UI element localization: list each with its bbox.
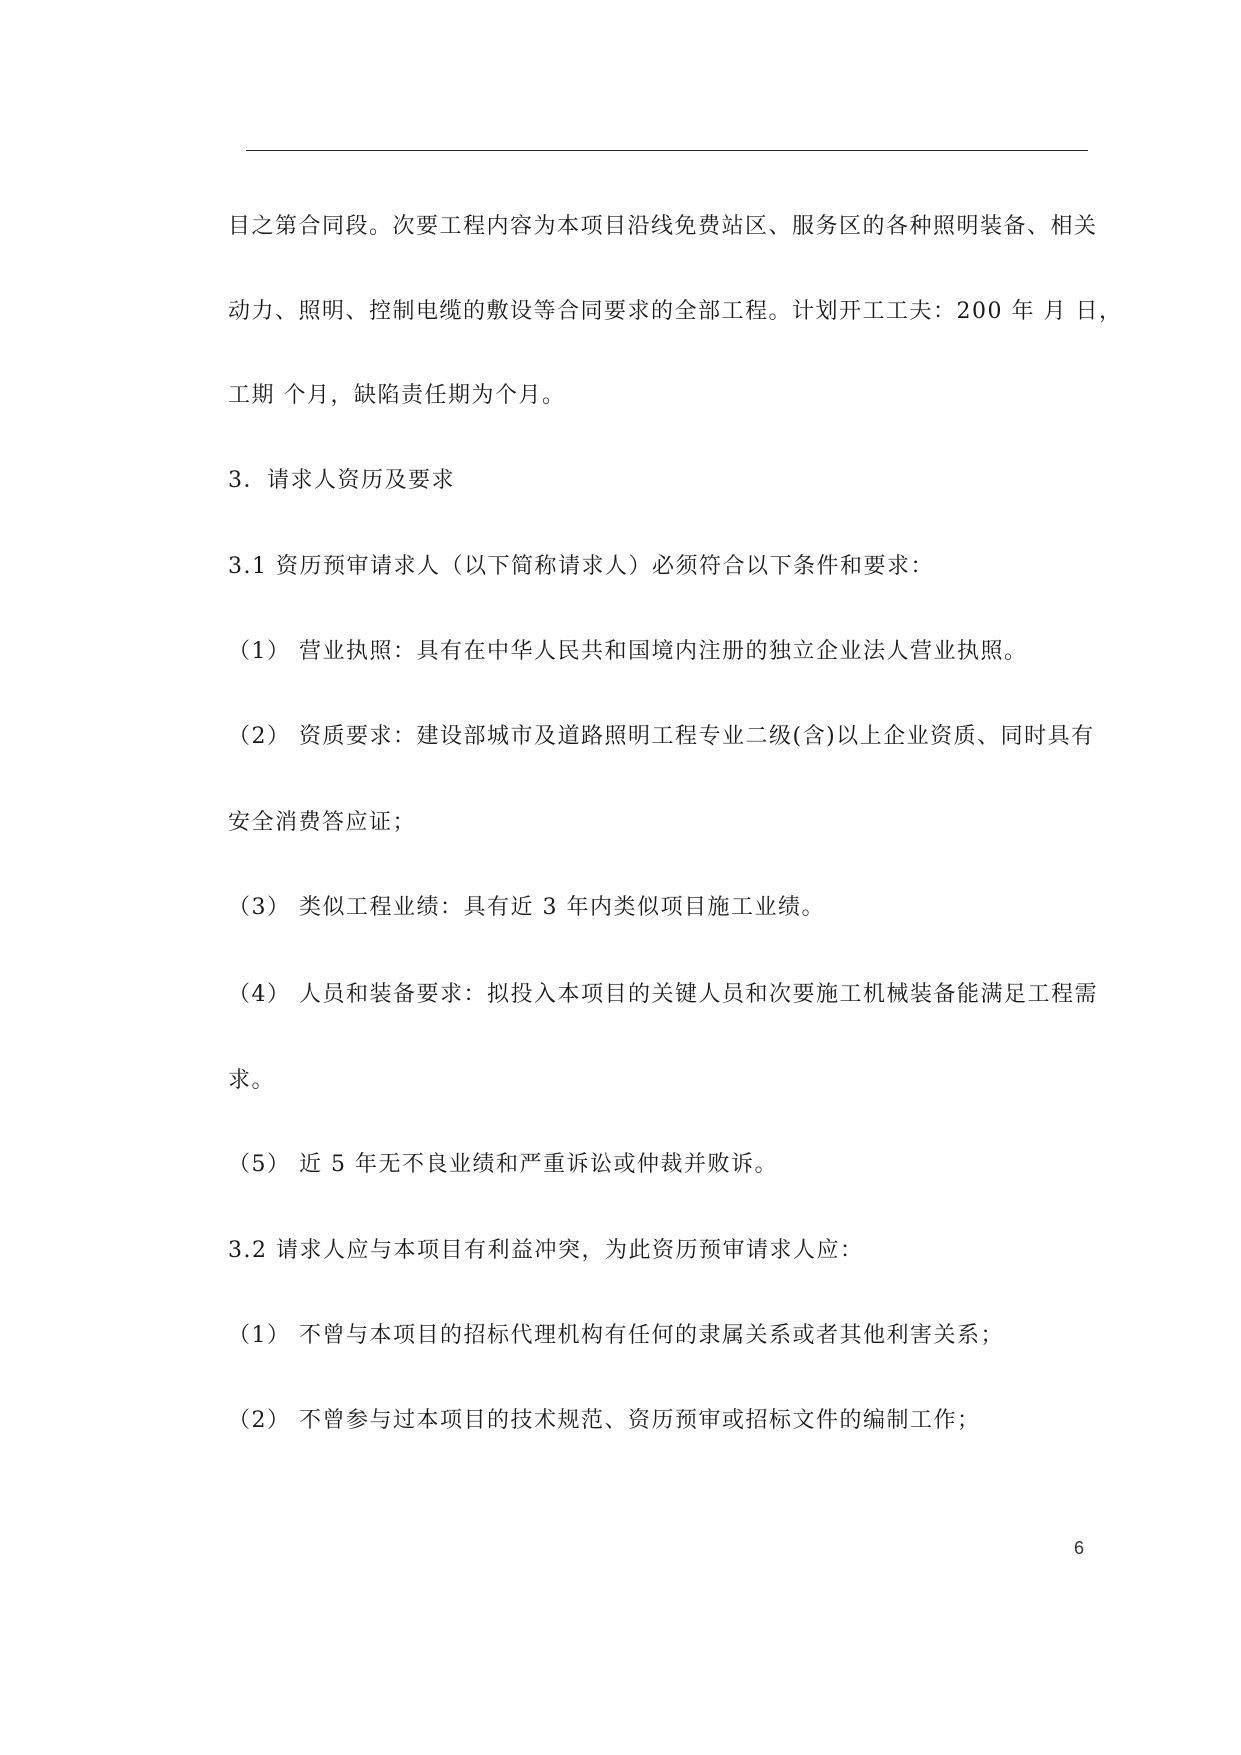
subsection-heading: 3.1 资历预审请求人（以下简称请求人）必须符合以下条件和要求：: [228, 554, 934, 579]
paragraph-line: 求。: [228, 1068, 276, 1093]
list-item: （1） 营业执照：具有在中华人民共和国境内注册的独立企业法人营业执照。: [228, 639, 1028, 664]
paragraph-line: 目之第合同段。次要工程内容为本项目沿线免费站区、服务区的各种照明装备、相关: [228, 214, 1098, 239]
list-item: （3） 类似工程业绩：具有近 3 年内类似项目施工业绩。: [228, 895, 825, 920]
subsection-heading: 3.2 请求人应与本项目有利益冲突，为此资历预审请求人应：: [228, 1238, 864, 1263]
header-rule: [246, 150, 1088, 151]
list-item: （2） 资质要求：建设部城市及道路照明工程专业二级(含)以上企业资质、同时具有: [228, 724, 1095, 749]
list-item: （4） 人员和装备要求：拟投入本项目的关键人员和次要施工机械装备能满足工程需: [228, 982, 1098, 1007]
paragraph-line: 安全消费答应证；: [228, 810, 417, 835]
list-item: （1） 不曾与本项目的招标代理机构有任何的隶属关系或者其他利害关系；: [228, 1323, 1004, 1348]
list-item: （2） 不曾参与过本项目的技术规范、资历预审或招标文件的编制工作；: [228, 1408, 981, 1433]
section-heading: 3．请求人资历及要求: [228, 468, 455, 493]
list-item: （5） 近 5 年无不良业绩和严重诉讼或仲裁并败诉。: [228, 1152, 778, 1177]
page-number: 6: [1074, 1538, 1085, 1558]
paragraph-line: 动力、照明、控制电缆的敷设等合同要求的全部工程。计划开工工夫：200 年 月 日，: [228, 299, 1123, 324]
paragraph-line: 工期 个月，缺陷责任期为个月。: [228, 383, 566, 408]
